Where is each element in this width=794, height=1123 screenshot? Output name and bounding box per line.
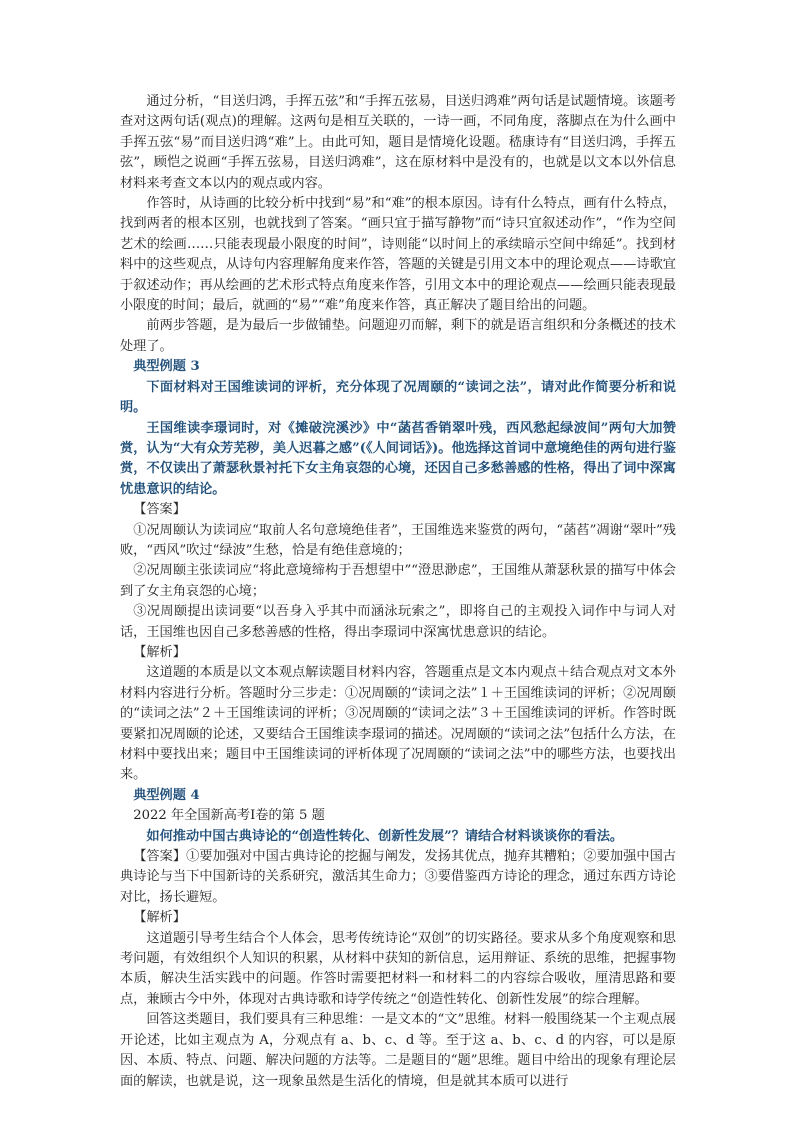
paragraph: 回答这类题目，我们要具有三种思维：一是文本的“文”思维。材料一般围绕某一个主观点展开论述，比如主观点为 A，分观点有 a、b、c、d 等。至于这 a、b、c、d 的内容，可以是原因、本质、特点、问题、解决问题的方法等。二是题目的“题”思维。题目中给出的现象有理论层面的解读，也就是说，这一现象虽然是生活化的情境，但是就其本质可以进行 [120, 1012, 676, 1089]
material-text: 王国维读李璟词时，对《摊破浣溪沙》中“菡萏香销翠叶残，西风愁起绿波间”两句大加赞赏，认为“大有众芳芜秽，美人迟暮之感”(《人间词话》)。他选择这首词中意境绝佳的两句进行鉴赏，不仅读出了萧瑟秋景衬托下女主角哀怨的心境，还因自己多愁善感的性格，得出了词中深寓忧患意识的结论。 [120, 420, 676, 497]
answer-text: 【答案】①要加强对中国古典诗论的挖掘与阐发，发扬其优点，抛弃其糟粕；②要加强中国古典诗论与当下中国新诗的关系研究，激活其生命力；③要借鉴西方诗论的理念，通过东西方诗论对比，扬长避短。 [120, 849, 676, 905]
example-heading: 典型例题 3 [133, 359, 200, 375]
paragraph: 这道题的本质是以文本观点解读题目材料内容，答题重点是文本内观点＋结合观点对文本外材料内容进行分析。答题时分三步走：①况周颐的“读词之法”１＋王国维读词的评析；②况周颐的“读词之法”２＋王国维读词的评析；③况周颐的“读词之法”３＋王国维读词的评析。作答时既要紧扣况周颐的论述，又要结合王国维读李璟词的描述。况周颐的“读词之法”包括什么方法，在材料中要找出来；题目中王国维读词的评析体现了况周颐的“读词之法”中的哪些方法，也要找出来。 [120, 665, 676, 783]
source-line: 2022 年全国新高考Ⅰ卷的第 5 题 [133, 808, 325, 824]
paragraph: 前两步答题，是为最后一步做铺垫。问题迎刃而解，剩下的就是语言组织和分条概述的技术处理了。 [120, 318, 676, 354]
document-page [120, 92, 676, 1092]
analysis-label: 【解析】 [133, 910, 186, 926]
answer-item: ①况周颐认为读词应“取前人名句意境绝佳者”，王国维选来鉴赏的两句，“菡萏”凋谢“翠叶”残败，“西风”吹过“绿波”生愁，恰是有绝佳意境的； [120, 522, 676, 558]
paragraph: 这道题引导考生结合个人体会，思考传统诗论“双创”的切实路径。要求从多个角度观察和思考问题，有效组织个人知识的积累，从材料中获知的新信息，运用辩证、系统的思维，把握事物本质，解决生活实践中的问题。作答时需要把材料一和材料二的内容综合吸收，厘清思路和要点，兼顾古今中外，体现对古典诗歌和诗学传统之“创造性转化、创新性发展”的综合理解。 [120, 930, 676, 1007]
example-heading: 典型例题 4 [133, 787, 200, 803]
paragraph: 通过分析，“目送归鸿，手挥五弦”和“手挥五弦易，目送归鸿难”两句话是试题情境。该题考查对这两句话(观点)的理解。这两句是相互关联的，一诗一画，不同角度，落脚点在为什么画中手挥五弦“易”而目送归鸿“难”上。由此可知，题目是情境化设题。嵇康诗有“目送归鸿，手挥五弦”，顾恺之说画“手挥五弦易，目送归鸿难”，这在原材料中是没有的，也就是以文本以外信息材料来考查文本以内的观点或内容。 [120, 94, 676, 191]
question-text: 如何推动中国古典诗论的“创造性转化、创新性发展”？请结合材料谈谈你的看法。 [146, 828, 624, 844]
question-text: 下面材料对王国维读词的评析，充分体现了况周颐的“读词之法”，请对此作简要分析和说明。 [120, 379, 676, 416]
analysis-label: 【解析】 [133, 644, 186, 660]
answer-label: 【答案】 [133, 502, 186, 518]
answer-item: ③况周颐提出读词要“以吾身入乎其中而涵泳玩索之”，即将自己的主观投入词作中与词人对话，王国维也因自己多愁善感的性格，得出李璟词中深寓忧患意识的结论。 [120, 604, 676, 640]
answer-item: ②况周颐主张读词应“将此意境缔构于吾想望中”“澄思渺虑”，王国维从萧瑟秋景的描写中体会到了女主角哀怨的心境； [120, 563, 676, 599]
paragraph: 作答时，从诗画的比较分析中找到“易”和“难”的根本原因。诗有什么特点，画有什么特点，找到两者的根本区别，也就找到了答案。“画只宜于描写静物”而“诗只宜叙述动作”，“作为空间艺术的绘画……只能表现最小限度的时间”，诗则能“以时间上的承续暗示空间中绵延”。找到材料中的这些观点，从诗句内容理解角度来作答，答题的关键是引用文本中的理论观点——诗歌宜于叙述动作；再从绘画的艺术形式特点角度来作答，引用文本中的理论观点——绘画只能表现最小限度的时间；最后，就画的“易”“难”角度来作答，真正解决了题目给出的问题。 [120, 196, 676, 314]
